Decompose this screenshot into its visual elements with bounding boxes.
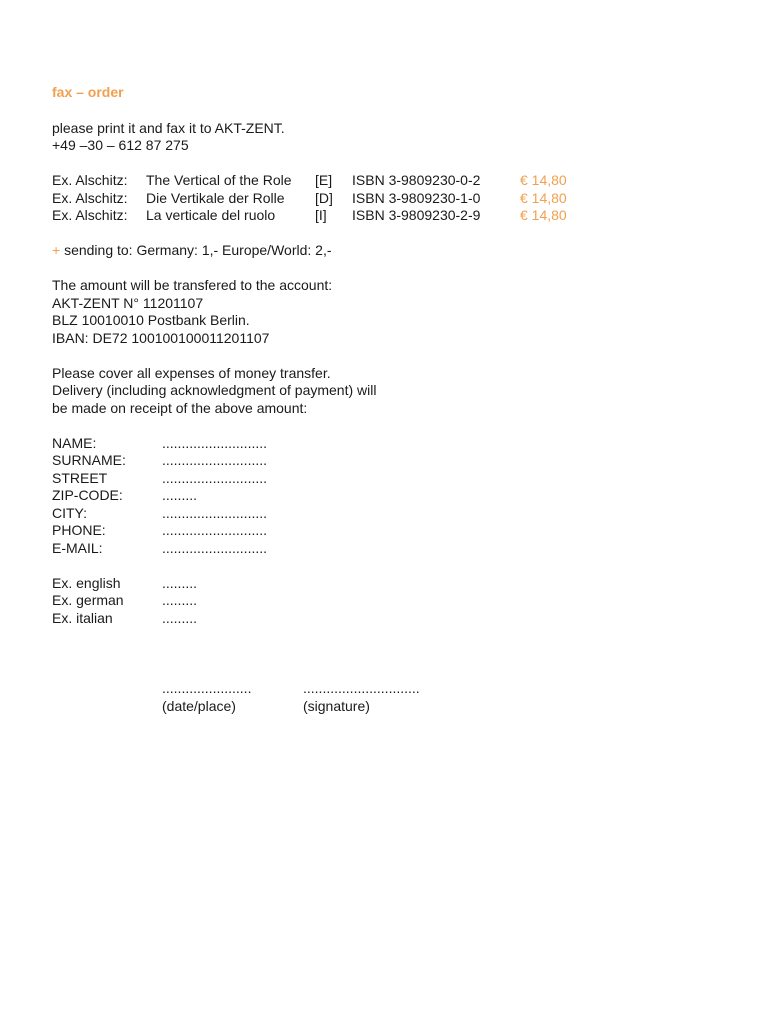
quantity-label: Ex. german (52, 592, 124, 608)
product-lang: [E] (315, 172, 333, 188)
field-zip-code[interactable] (52, 487, 752, 505)
intro-block (52, 120, 752, 155)
quantity-label: Ex. italian (52, 609, 113, 626)
field-email[interactable] (52, 540, 752, 558)
shipping-text: sending to: Germany: 1,- Europe/World: 2,- (60, 242, 332, 258)
quantity-blank[interactable]: ......... (162, 609, 198, 626)
field-label: PHONE: (52, 522, 106, 538)
expenses-line: be made on receipt of the above amount: (52, 399, 308, 416)
product-row (52, 207, 752, 225)
product-prefix: Ex. Alschitz: (52, 189, 128, 206)
date-place-blank[interactable]: ....................... (162, 680, 252, 696)
product-isbn: ISBN 3-9809230-2-9 (352, 207, 481, 223)
signature-blank[interactable]: .............................. (303, 680, 420, 696)
product-price: € 14,80 (520, 189, 567, 206)
field-blank[interactable]: ........................... (162, 452, 268, 468)
product-row (52, 172, 752, 190)
quantity-blank[interactable]: ......... (162, 592, 198, 608)
signature-label: (signature) (303, 698, 370, 714)
field-label: CITY: (52, 504, 88, 521)
account-line: IBAN: DE72 100100100011201107 (52, 329, 270, 346)
field-label: ZIP-CODE: (52, 487, 123, 503)
fax-order-form (52, 84, 752, 645)
product-prefix: Ex. Alschitz: (52, 172, 128, 188)
field-name[interactable] (52, 435, 752, 453)
fax-number: +49 –30 – 612 87 275 (52, 137, 189, 153)
product-isbn: ISBN 3-9809230-1-0 (352, 189, 481, 206)
expenses-block (52, 365, 752, 418)
signature-area (162, 680, 562, 720)
field-blank[interactable]: ........................... (162, 504, 268, 521)
field-blank[interactable]: ........................... (162, 522, 268, 538)
product-name: The Vertical of the Role (146, 172, 292, 188)
field-city[interactable] (52, 505, 752, 523)
intro-line: please print it and fax it to AKT-ZENT. (52, 119, 285, 136)
field-street[interactable] (52, 470, 752, 488)
quantity-blank[interactable]: ......... (162, 574, 198, 591)
field-label: NAME: (52, 434, 97, 451)
field-blank[interactable]: ........................... (162, 539, 268, 556)
quantity-english[interactable] (52, 575, 752, 593)
field-label: STREET (52, 469, 108, 486)
shipping-info (52, 242, 752, 260)
product-name: Die Vertikale der Rolle (146, 189, 285, 206)
quantity-label: Ex. english (52, 574, 121, 591)
customer-fields (52, 435, 752, 558)
field-blank[interactable]: ........................... (162, 434, 268, 451)
field-label: SURNAME: (52, 452, 126, 468)
product-lang: [I] (315, 207, 327, 223)
quantity-italian[interactable] (52, 610, 752, 628)
product-prefix: Ex. Alschitz: (52, 207, 128, 223)
product-price: € 14,80 (520, 207, 567, 223)
product-row (52, 190, 752, 208)
field-surname[interactable] (52, 452, 752, 470)
page-title: fax – order (52, 84, 124, 100)
account-line: BLZ 10010010 Postbank Berlin. (52, 312, 250, 328)
product-name: La verticale del ruolo (146, 207, 276, 223)
account-block (52, 277, 752, 347)
account-line: AKT-ZENT N° 11201107 (52, 294, 204, 311)
field-phone[interactable] (52, 522, 752, 540)
field-label: E-MAIL: (52, 539, 103, 556)
product-list (52, 172, 752, 225)
field-blank[interactable]: ......... (162, 487, 198, 503)
expenses-line: Please cover all expenses of money transfer. (52, 364, 331, 381)
date-place-label: (date/place) (162, 698, 236, 714)
product-isbn: ISBN 3-9809230-0-2 (352, 172, 481, 188)
product-price: € 14,80 (520, 172, 567, 188)
plus-marker: + (52, 242, 61, 258)
account-line: The amount will be transfered to the account: (52, 277, 333, 293)
quantity-german[interactable] (52, 592, 752, 610)
expenses-line: Delivery (including acknowledgment of payment) will (52, 382, 377, 398)
quantity-fields (52, 575, 752, 628)
field-blank[interactable]: ........................... (162, 469, 268, 486)
product-lang: [D] (315, 189, 333, 206)
